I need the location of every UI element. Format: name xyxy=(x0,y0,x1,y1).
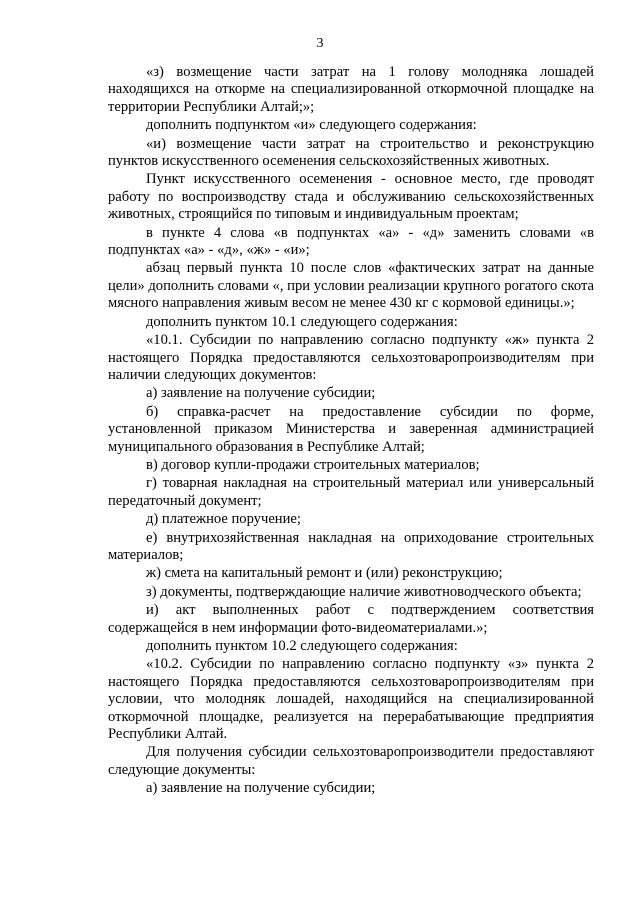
paragraph: «з) возмещение части затрат на 1 голову молодняка лошадей находящихся на откорме на специализированной откормочной площадке на территории Республики Алтай;»; xyxy=(108,64,594,115)
list-item: а) заявление на получение субсидии; xyxy=(146,385,376,402)
paragraph: «10.2. Субсидии по направлению согласно подпункту «з» пункта 2 настоящего Порядка предоставляются сельхозтоваропроизводителям при условии, что молодняк лошадей, находящийся на специализированной откормочной площадке, реализуется на перерабатывающие предприятия Республики Алтай. xyxy=(108,656,594,743)
list-item: б) справка-расчет на предоставление субсидии по форме, установленной приказом Министерства и заверенная администрацией муниципального образования в Республике Алтай; xyxy=(108,403,594,455)
paragraph: дополнить пунктом 10.2 следующего содержания: xyxy=(146,638,458,654)
page-number: 3 xyxy=(316,36,324,51)
list-item: ж) смета на капитальный ремонт и (или) реконструкцию; xyxy=(146,565,503,582)
paragraph: Для получения субсидии сельхозтоваропроизводители предоставляют следующие документы: xyxy=(108,744,594,778)
paragraph: «и) возмещение части затрат на строительство и реконструкцию пунктов искусственного осеменения сельскохозяйственных животных. xyxy=(108,135,594,170)
paragraph: дополнить пунктом 10.1 следующего содержания: xyxy=(146,313,458,330)
document-body xyxy=(108,64,594,798)
paragraph: Пункт искусственного осеменения - основное место, где проводят работу по воспроизводству стада и обслуживанию сельскохозяйственных животных, строящийся по типовым и индивидуальным проектам; xyxy=(108,171,594,223)
list-item: д) платежное поручение; xyxy=(146,511,301,528)
list-item: в) договор купли-продажи строительных материалов; xyxy=(146,456,480,473)
paragraph: «10.1. Субсидии по направлению согласно подпункту «ж» пункта 2 настоящего Порядка предоставляются сельхозтоваропроизводителям при наличии следующих документов: xyxy=(108,332,594,383)
list-item: а) заявление на получение субсидии; xyxy=(146,780,376,797)
list-item: г) товарная накладная на строительный материал или универсальный передаточный документ; xyxy=(108,475,594,509)
list-item: и) акт выполненных работ с подтверждением соответствия содержащейся в нем информации фото-видеоматериалами.»; xyxy=(108,602,594,636)
paragraph: дополнить подпунктом «и» следующего содержания: xyxy=(146,117,477,134)
list-item: з) документы, подтверждающие наличие животноводческого объекта; xyxy=(146,583,582,600)
list-item: е) внутрихозяйственная накладная на оприходование строительных материалов; xyxy=(108,529,594,563)
paragraph: в пункте 4 слова «в подпунктах «а» - «д» заменить словами «в подпунктах «а» - «д», «ж» - «и»; xyxy=(108,224,594,259)
paragraph: абзац первый пункта 10 после слов «фактических затрат на данные цели» дополнить словами «, при условии реализации крупного рогатого скота мясного направления живым весом не менее 430 кг с кормовой единицы.»; xyxy=(108,260,594,312)
